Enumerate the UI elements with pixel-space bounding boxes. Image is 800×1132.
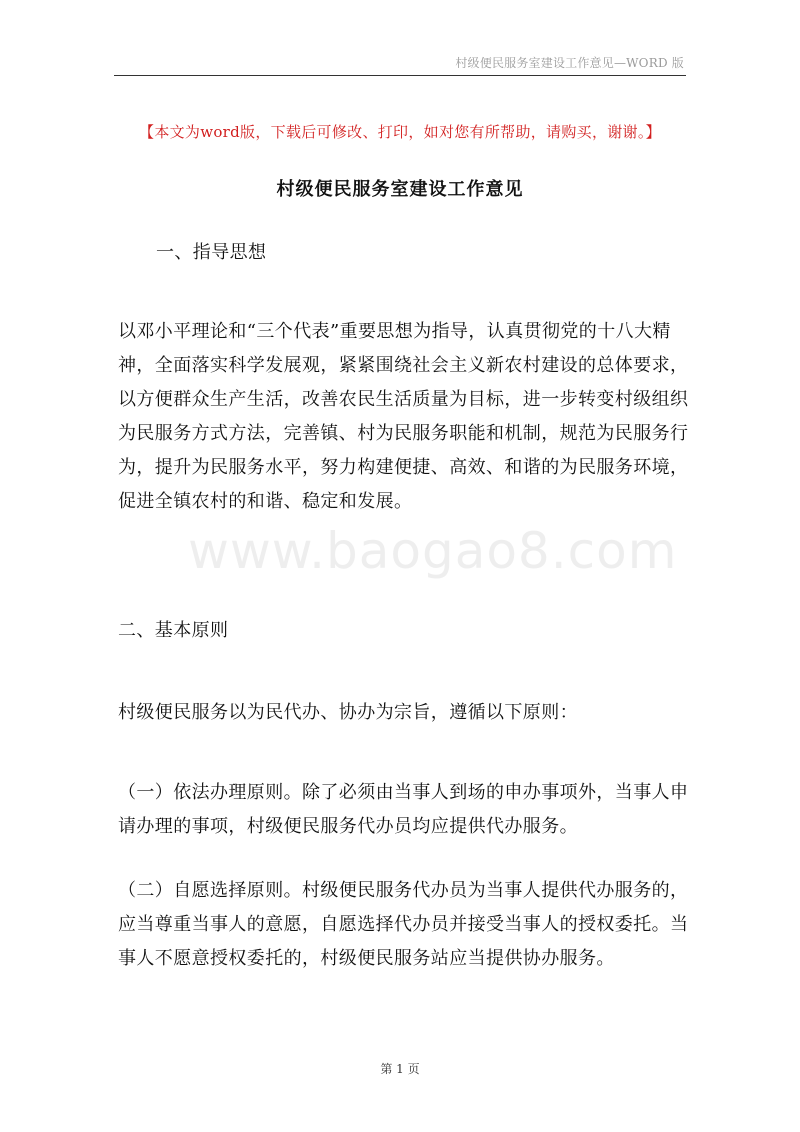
- section-heading-guiding-ideology: 一、指导思想: [156, 242, 267, 263]
- paragraph-principle-2: （二）自愿选择原则。村级便民服务代办员为当事人提供代办服务的，应当尊重当事人的意愿，自愿选择代办员并接受当事人的授权委托。当事人不愿意授权委托的，村级便民服务站应当提供协办服务。: [118, 880, 689, 969]
- paragraph-principles-intro: 村级便民服务以为民代办、协办为宗旨，遵循以下原则：: [118, 702, 578, 723]
- running-header: 村级便民服务室建设工作意见—WORD 版: [455, 56, 684, 70]
- page-number: 第 1 页: [380, 1062, 420, 1076]
- purchase-notice: 【本文为word版，下载后可修改、打印，如对您有所帮助，请购买，谢谢。】: [139, 123, 661, 141]
- paragraph-guiding-ideology: 以邓小平理论和“三个代表”重要思想为指导，认真贯彻党的十八大精神，全面落实科学发展观，紧紧围绕社会主义新农村建设的总体要求，以方便群众生产生活，改善农民生活质量为目标，进一步转变村级组织为民服务方式方法，完善镇、村为民服务职能和机制，规范为民服务行为，提升为民服务水平，努力构建便捷、高效、和谐的为民服务环境，促进全镇农村的和谐、稳定和发展。: [118, 321, 689, 512]
- paragraph-principle-1: （一）依法办理原则。除了必须由当事人到场的申办事项外，当事人申请办理的事项，村级便民服务代办员均应提供代办服务。: [118, 782, 689, 837]
- watermark: www.baogao8.com: [188, 522, 678, 580]
- section-heading-basic-principles: 二、基本原则: [118, 620, 229, 641]
- header-divider: [114, 75, 686, 76]
- document-title: 村级便民服务室建设工作意见: [276, 179, 524, 200]
